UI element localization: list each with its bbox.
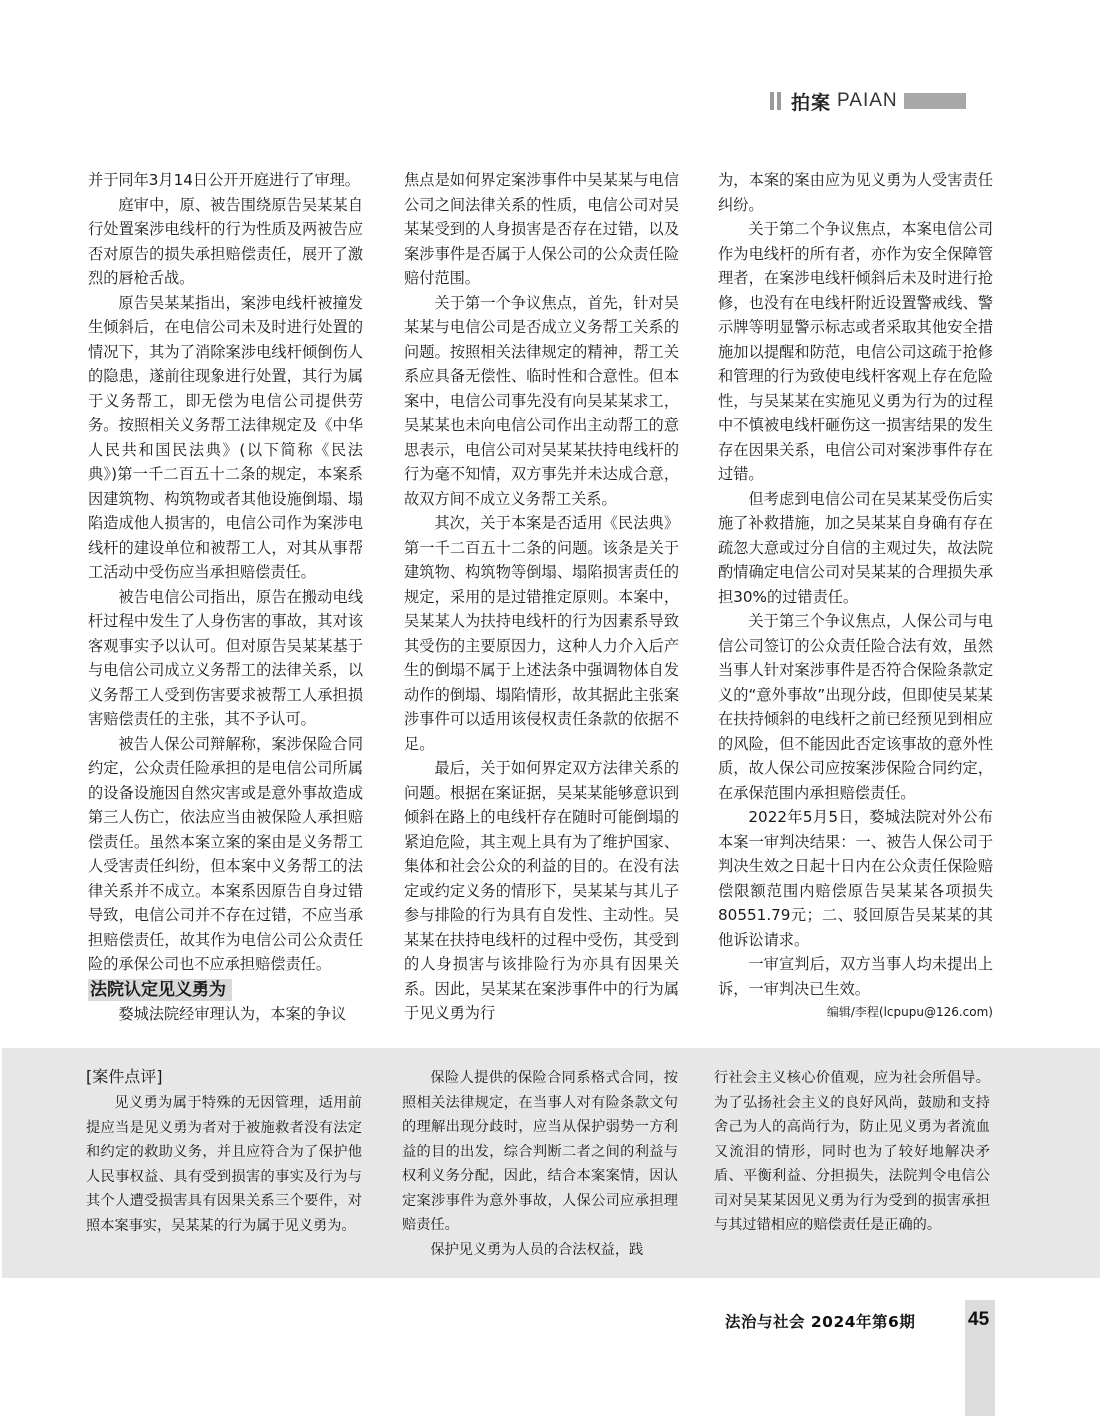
section-header (770, 90, 966, 112)
case-review-box (2, 1048, 1100, 1278)
page-number: 45 (968, 1309, 990, 1330)
paragraph: 被告电信公司指出，原告在搬动电线杆过程中发生了人身伤害的事故，其对该客观事实予以认可。但对原告吴某某基于与电信公司成立义务帮工的法律关系，以义务帮工人受到伤害要求被帮工人承担损害赔偿责任的主张，其不予认可。 (88, 587, 363, 728)
paragraph: 最后，关于如何界定双方法律关系的问题。根据在案证据，吴某某能够意识到倾斜在路上的电线杆存在随时可能倒塌的紧迫危险，其主观上具有为了维护国家、集体和社会公众的利益的目的。在没有法定或约定义务的情形下，吴某某与其儿子参与排险的行为具有自发性、主动性。吴某某在扶持电线杆的过程中受伤，其受到的人身损害与该排险行为亦具有因果关系。因此，吴某某在案涉事件中的行为属于见义勇为行 (404, 759, 679, 1022)
paragraph: 并于同年3月14日公开开庭进行了审理。 (88, 171, 360, 189)
review-column-3 (714, 1066, 990, 1238)
paragraph: 焦点是如何界定案涉事件中吴某某与电信公司之间法律关系的性质，电信公司对吴某某受到的人身损害是否存在过错，以及案涉事件是否属于人保公司的公众责任险赔付范围。 (404, 171, 679, 287)
paragraph: 但考虑到电信公司在吴某某受伤后实施了补救措施，加之吴某某自身确有存在疏忽大意或过分自信的主观过失，故法院酌情确定电信公司对吴某某的合理损失承担30%的过错责任。 (718, 489, 993, 606)
section-heading: 法院认定见义勇为 (88, 979, 232, 1001)
section-title-cn: 拍案 (791, 91, 832, 114)
review-column-2 (402, 1066, 678, 1262)
paragraph: 关于第三个争议焦点，人保公司与电信公司签订的公众责任险合法有效，虽然当事人针对案涉事件是否符合保险条款定义的“意外事故”出现分歧，但即使吴某某在扶持倾斜的电线杆之前已经预见到相应的风险，但不能因此否定该事故的意外性质，故人保公司应按案涉保险合同约定，在承保范围内承担赔偿责任。 (718, 612, 993, 802)
article-column-2 (404, 168, 679, 1026)
paragraph: 婺城法院经审理认为，本案的争议 (118, 1005, 347, 1023)
review-paragraph: 行社会主义核心价值观，应为社会所倡导。为了弘扬社会主义的良好风尚，鼓励和支持舍己为人的高尚行为，防止见义勇为者流血又流泪的情形，同时也为了较好地解决矛盾、平衡利益、分担损失，法院判令电信公司对吴某某因见义勇为行为受到的损害承担与其过错相应的赔偿责任是正确的。 (714, 1070, 990, 1233)
review-column-1 (86, 1066, 362, 1238)
paragraph: 为，本案的案由应为见义勇为人受害责任纠纷。 (718, 171, 993, 214)
header-bar-right (904, 93, 966, 109)
header-bar-left (770, 92, 774, 110)
paragraph: 庭审中，原、被告围绕原告吴某某自行处置案涉电线杆的行为性质及两被告应否对原告的损失承担赔偿责任，展开了激烈的唇枪舌战。 (88, 195, 363, 287)
paragraph: 被告人保公司辩解称，案涉保险合同约定，公众责任险承担的是电信公司所属的设备设施因自然灾害或是意外事故造成第三人伤亡，依法应当由被保险人承担赔偿责任。虽然本案立案的案由是义务帮工人受害责任纠纷，但本案中义务帮工的法律关系并不成立。本案系因原告自身过错导致，电信公司并不存在过错，不应当承担赔偿责任，故其作为电信公司公众责任险的承保公司也不应承担赔偿责任。 (88, 734, 363, 973)
article-column-3 (718, 168, 993, 1021)
paragraph: 关于第二个争议焦点，本案电信公司作为电线杆的所有者，亦作为安全保障管理者，在案涉电线杆倾斜后未及时进行抢修，也没有在电线杆附近设置警戒线、警示牌等明显警示标志或者采取其他安全措施加以提醒和防范，电信公司这疏于抢修和管理的行为致使电线杆客观上存在危险性，与吴某某在实施见义勇为行为的过程中不慎被电线杆砸伤这一损害结果的发生存在因果关系，电信公司对案涉事件存在过错。 (718, 220, 993, 483)
journal-footer: 法治与社会 2024年第6期 (725, 1313, 916, 1331)
paragraph: 一审宣判后，双方当事人均未提出上诉，一审判决已生效。 (718, 955, 993, 998)
review-paragraph: 保护见义勇为人员的合法权益，践 (430, 1241, 644, 1258)
paragraph: 2022年5月5日，婺城法院对外公布本案一审判决结果：一、被告人保公司于判决生效之日起十日内在公众责任保险赔偿限额范围内赔偿原告吴某某各项损失80551.79元；二、驳回原告吴某某的其他诉讼请求。 (718, 808, 993, 949)
review-title: [案件点评] (86, 1067, 163, 1086)
article-column-1 (88, 168, 363, 1027)
review-paragraph: 见义勇为属于特殊的无因管理，适用前提应当是见义勇为者对于被施救者没有法定和约定的救助义务，并且应符合为了保护他人民事权益、具有受到损害的事实及行为与其个人遭受损害具有因果关系三个要件，对照本案事实，吴某某的行为属于见义勇为。 (86, 1095, 362, 1234)
header-bar-left-2 (777, 92, 781, 110)
editor-credit: 编辑/李程(lcpupu@126.com) (826, 1005, 993, 1019)
paragraph: 关于第一个争议焦点，首先，针对吴某某与电信公司是否成立义务帮工关系的问题。按照相关法律规定的精神，帮工关系应具备无偿性、临时性和合意性。但本案中，电信公司事先没有向吴某某求工，吴某某也未向电信公司作出主动帮工的意思表示，电信公司对吴某某扶持电线杆的行为毫不知情，双方事先并未达成合意，故双方间不成立义务帮工关系。 (404, 293, 679, 508)
section-title-en: PAIAN (837, 90, 898, 111)
paragraph: 原告吴某某指出，案涉电线杆被撞发生倾斜后，在电信公司未及时进行处置的情况下，其为了消除案涉电线杆倾倒伤人的隐患，遂前往现象进行处置，其行为属于义务帮工，即无偿为电信公司提供劳务。按照相关义务帮工法律规定及《中华人民共和国民法典》(以下简称《民法典》)第一千二百五十二条的规定，本案系因建筑物、构筑物或者其他设施倒塌、塌陷造成他人损害的，电信公司作为案涉电线杆的建设单位和被帮工人，对其从事帮工活动中受伤应当承担赔偿责任。 (88, 293, 363, 581)
review-paragraph: 保险人提供的保险合同系格式合同，按照相关法律规定，在当事人对有险条款文句的理解出现分歧时，应当从保护弱势一方利益的目的出发，综合判断二者之间的利益与权利义务分配，因此，结合本案案情，因认定案涉事件为意外事故，人保公司应承担理赔责任。 (402, 1070, 678, 1233)
paragraph: 其次，关于本案是否适用《民法典》第一千二百五十二条的问题。该条是关于建筑物、构筑物等倒塌、塌陷损害责任的规定，采用的是过错推定原则。本案中，吴某某人为扶持电线杆的行为因素系导致其受伤的主要原因力，这种人力介入后产生的倒塌不属于上述法条中强调物体自发动作的倒塌、塌陷情形，故其据此主张案涉事件可以适用该侵权责任条款的依据不足。 (404, 514, 679, 753)
